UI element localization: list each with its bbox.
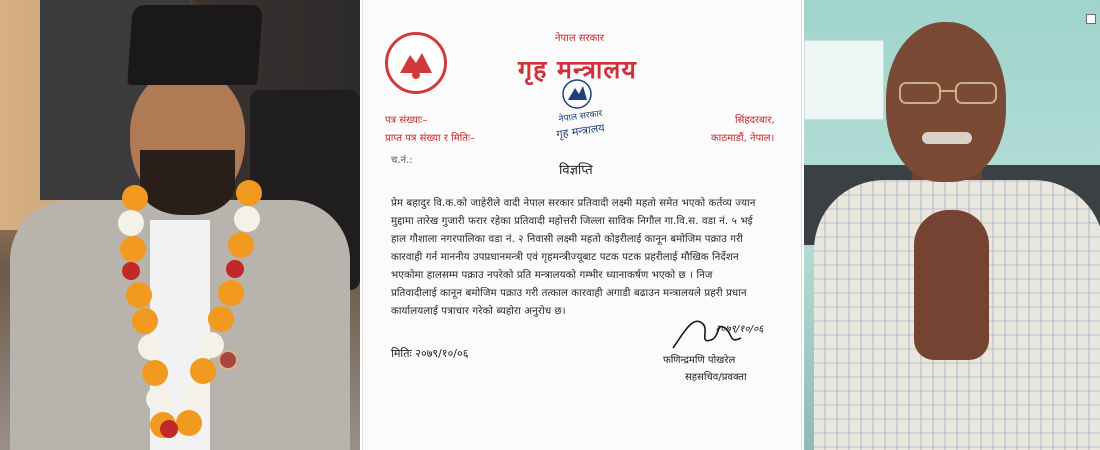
handwritten-signature — [663, 304, 783, 358]
dhaka-topi-cap — [127, 5, 263, 85]
signatory-name: फणिन्द्रमणि पोखरेल — [663, 355, 736, 366]
body-line: कारवाही गर्न माननीय उपप्रधानमन्त्री एवं गृहमन्त्रीज्यूबाट पटक पटक प्रहरीलाई मौखिक निर्देशन — [391, 252, 739, 263]
dispatch-number-label: च.नं.: — [391, 155, 413, 166]
press-release-document — [362, 0, 802, 450]
lapel-pin — [218, 350, 238, 370]
location-line-2: काठमाडौं, नेपाल। — [711, 133, 775, 144]
location-line-1: सिंहदरबार, — [735, 115, 775, 126]
photo-official-left — [0, 0, 360, 450]
notice-title: विज्ञप्ति — [559, 163, 593, 178]
emblem-mountain-icon — [396, 45, 436, 81]
grey-moustache — [922, 132, 972, 144]
body-line: कार्यालयलाई पत्राचार गरेको ब्यहोरा अनुरोध छ। — [391, 306, 566, 317]
namaste-hands — [914, 210, 989, 360]
body-line: हाल गौशाला नगरपालिका वडा नं. २ निवासी लक्ष्मी महतो कोइरीलाई कानून बमोजिम पक्राउ गरी — [391, 234, 744, 245]
signatory-title: सहसचिव/प्रवक्ता — [685, 372, 747, 383]
wall-paper-sheet — [804, 40, 884, 120]
letter-number-label: पत्र संख्याः– — [385, 115, 428, 126]
stamp-text-bottom: गृह मन्त्रालय — [555, 121, 606, 141]
stamp-text-top: नेपाल सरकार — [558, 108, 604, 125]
document-date: मितिः २०७९/१०/०६ — [391, 347, 469, 360]
received-letter-label: प्राप्त पत्र संख्या र मितिः– — [385, 133, 475, 144]
body-line: मुद्दामा तारेख गुजारी फरार रहेका प्रतिवादी महोत्तरी जिल्ला साविक निगौल गा.वि.स. वडा नं. ५ भई — [391, 216, 753, 227]
eyeglasses-icon — [896, 80, 1000, 106]
government-heading: नेपाल सरकार — [555, 33, 604, 44]
signature-date: २०७९/१०/०६ — [715, 324, 764, 335]
wall-switch — [1086, 14, 1096, 24]
body-line: भएकोमा हालसम्म पक्राउ नपरेको प्रति मन्त्रालयको गम्भीर ध्यानाकर्षण भएको छ । निज — [391, 270, 713, 281]
nepal-emblem-seal — [385, 32, 447, 94]
body-line: प्रतिवादीलाई कानून बमोजिम पक्राउ गरी तत्काल कारवाही अगाडी बढाउन मन्त्रालयले प्रहरी प्रधान — [391, 288, 747, 299]
photo-man-namaste-right — [804, 0, 1100, 450]
body-line: प्रेम बहादुर वि.क.को जाहेरीले वादी नेपाल सरकार प्रतिवादी लक्ष्मी महतो समेत भएको कर्तव्य ज्यान — [391, 198, 756, 209]
ministry-stamp — [553, 76, 623, 148]
ministry-title: गृह मन्त्रालय — [518, 55, 637, 84]
beard — [140, 150, 235, 215]
